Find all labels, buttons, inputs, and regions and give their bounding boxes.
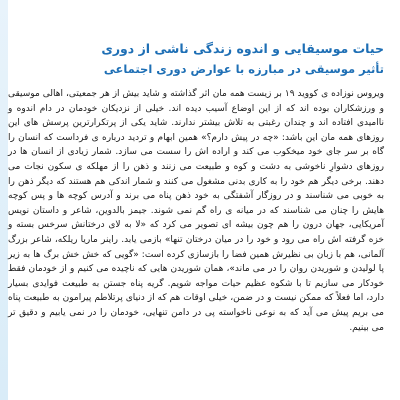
article-body: ویروس نوزاده ی کووید ۱۹ بر زیست همه مان اثر گذاشته و شاید بیش از هر جمعیتی، اهالی موسیقی و ورزشکاران بوده اند که از این اوضاع آسیب دیده اند. خیلی از نزدیکان خودمان در دام اندوه و ناامیدی افتاده اند و چندان رغبتی به تلاش بیشتر ندارند. شاید یکی از پرتکرارترین پرسش های این روزهای همه مان این باشد: «چه در پیش دارم؟» همین ابهام و تردید درباره ی فرداست که انسان را گاه بر سر جای خود میخکوب می کند و اراده اش را سست می سازد. شمار زیادی از انسان ها در روزهای دشوارِ ناخوشی به دشت و کوه و طبیعت می زنند و ذهن را از مهلکه ی سکون نجات می دهند. برخی دیگر هم خود را به کاری بدنی مشغول می کنند و شمار اندکی هم هستند که دیگر ذهن را به خوبی می شناسند و در روزگار آشفتگی به خود ذهن پناه می برند و آدرس کوچه ها و پس کوچه هایش را چنان می شناسند که در میانه ی راه گم نمی شوند. جیمز بالدوین، شاعر و داستان نویس آمریکایی، جهان درون را هم چون بیشه ای تصویر می کرد که «لا به لای درختانش سرخس بسته و خزه گرفته اش راه می رود و خود را در میان درختان تنها» بازمی یابد. راینر ماریا ریلکه، شاعر بزرگ آلمانی، هم با زبان بی نظیرش همین فضا را بازسازی کرده است: «گویی که خش خش برگ ها به زیر پا لولیدن و شوریدن روان را در می ماند»، همان شوریدن هایی که ناچیده می کنیم و از خودمان فقط خودکار می سازیم تا با شکوه عظیم حیات مواجه شویم. گریه پناه جستن به طبیعت فوایدی بسیار دارد، اما فعلاً که ممکن نیست و در ضمن، خیلی اوقات هم که از دنیای پرتلاطم پیرامون به طبیعت پناه می بریم پیش می آید که به نوعی ناخواسته پی در دامن تنهایی، خودمان را در نمی یابیم و دقیق تر می بینیم. <box>8 89 385 333</box>
article-title: حیات موسیقایی و اندوه زندگی ناشی از دوری <box>101 41 384 56</box>
article <box>8 40 384 335</box>
side-color-band <box>0 0 8 400</box>
article-subtitle: تأثیر موسیقی در مبارزه با عوارض دوری اجتماعی <box>103 62 384 76</box>
